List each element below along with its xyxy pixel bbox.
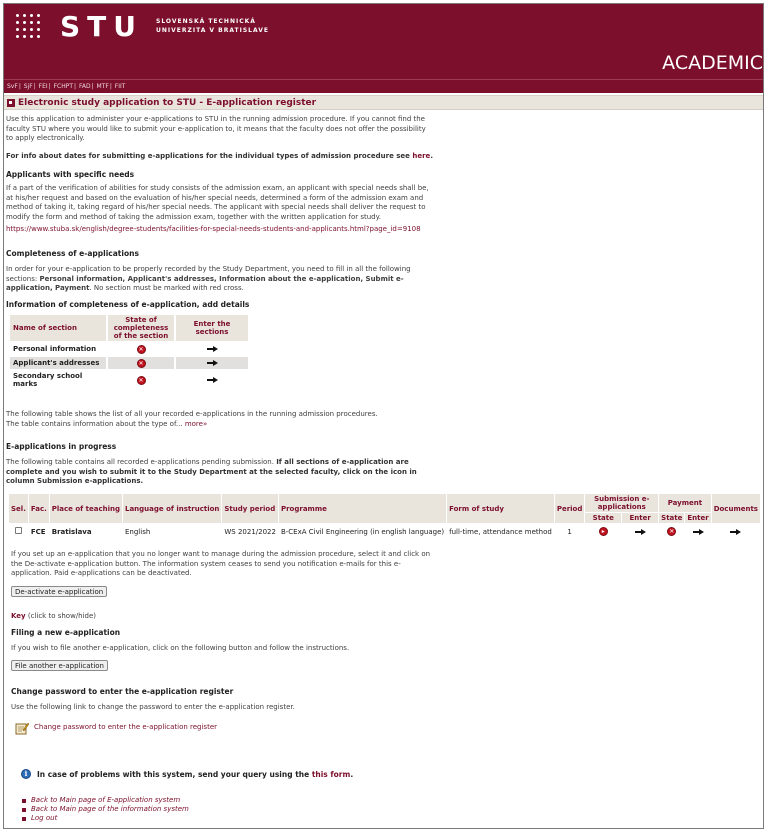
completeness-text: In order for your e-application to be properly recorded by the Study Department, you need to fill in all the following sections: Personal information, Applicant's addresses, Information about the e-application, Submit e-application, Payment. No section must be marked with red cross. (6, 265, 411, 292)
enter-arrow-icon[interactable] (207, 346, 218, 352)
section-title: ACADEMIC (662, 52, 763, 74)
programme-cell: B-CExA Civil Engineering (in english language) (280, 527, 445, 536)
change-password-link[interactable]: Change password to enter the e-application register (34, 723, 218, 731)
filing-heading: Filing a new e-application (11, 628, 121, 637)
special-needs-url-link[interactable]: https://www.stuba.sk/english/degree-students/facilities-for-special-needs-students-and-applicants.html?page_id=9108 (6, 225, 421, 233)
pencil-edit-icon (15, 721, 29, 735)
key-toggle[interactable]: Key (click to show/hide) (11, 612, 97, 620)
col-name-of-section: Name of section (10, 315, 106, 341)
enter-arrow-icon[interactable] (207, 377, 218, 383)
section-name: Personal information (13, 345, 97, 353)
problems-text: In case of problems with this system, send your query using the this form. (37, 770, 354, 779)
list-info: The following table shows the list of all your recorded e-applications in the running admission procedures. The table contains information about the type of... more» (6, 410, 378, 428)
page-title: Electronic study application to STU - E-application register (18, 98, 317, 108)
completeness-table (8, 313, 250, 391)
col-period: Period (555, 494, 585, 523)
col-state-of-completeness: State of completeness of the section (108, 315, 174, 341)
col-payment-enter: Enter (687, 514, 709, 522)
in-progress-heading: E-applications in progress (6, 442, 117, 451)
col-language: Language of instruction (123, 494, 221, 523)
dates-here-link[interactable]: here (412, 152, 431, 160)
table-row (10, 343, 248, 355)
place-cell: Bratislava (51, 527, 92, 536)
this-form-link[interactable]: this form (311, 770, 351, 779)
password-heading: Change password to enter the e-application register (11, 687, 234, 696)
special-needs-text: If a part of the verification of abilities for study consists of the admission exam, an applicant with special needs shall be, at his/her request and based on the evaluation of his/her special needs, determined a form of the admission exam and method of taking it, taking regard of his/her special needs. The applicant with special needs shall deliver the request to modify the form and method of taking the admission exam, together with the written application for study. (6, 184, 429, 221)
stu-logo-dots-icon (16, 14, 46, 40)
faculty-link-sjf[interactable]: SjF (23, 83, 33, 90)
title-square-icon (7, 99, 15, 107)
col-documents: Documents (712, 494, 760, 523)
study-period-cell: WS 2021/2022 (224, 527, 276, 536)
select-checkbox[interactable] (15, 527, 22, 534)
faculty-link-mtf[interactable]: MTF (96, 83, 109, 90)
col-submission: Submission e-applications (585, 494, 658, 512)
faculty-link-fiit[interactable]: FIIT (114, 83, 126, 90)
col-study-period: Study period (222, 494, 278, 523)
payment-enter-arrow-icon[interactable] (693, 529, 704, 535)
period-cell: 1 (567, 527, 572, 536)
page-title-bar (4, 95, 763, 110)
file-another-button[interactable]: File another e-application (11, 660, 108, 671)
col-fac: Fac. (29, 494, 49, 523)
language-cell: English (125, 527, 151, 536)
incomplete-cross-icon: ✕ (138, 376, 144, 384)
faculty-link-svf[interactable]: SvF (7, 83, 18, 90)
incomplete-cross-icon: ✕ (138, 345, 144, 353)
incomplete-cross-icon: ✕ (138, 359, 144, 367)
completeness-heading: Completeness of e-applications (6, 249, 139, 258)
col-sel: Sel. (9, 494, 28, 523)
submission-state-icon: ▸ (599, 527, 608, 536)
documents-arrow-icon[interactable] (730, 529, 741, 535)
col-payment: Payment (659, 494, 711, 512)
section-name: Applicant's addresses (10, 357, 106, 369)
back-to-information-system-link[interactable]: Back to Main page of the information system (21, 805, 189, 814)
log-out-link[interactable]: Log out (21, 814, 189, 823)
table-row (10, 371, 248, 389)
submission-enter-arrow-icon[interactable] (635, 529, 646, 535)
faculty-link-fad[interactable]: FAD (78, 83, 91, 90)
col-programme: Programme (279, 494, 446, 523)
back-to-e-application-link[interactable]: Back to Main page of E-application system (21, 796, 189, 805)
faculty-cell: FCE (30, 527, 46, 536)
table-row (10, 357, 248, 369)
more-link[interactable]: more» (184, 419, 208, 428)
page-frame (3, 3, 764, 829)
col-submission-enter: Enter (622, 513, 658, 523)
header-banner (4, 4, 763, 79)
footer-links (21, 796, 189, 823)
intro-text: Use this application to administer your e-applications to STU in the running admission procedure. If you cannot find the faculty STU where you would like to submit your e-application to, it means that the faculty does not offer the possibility to apply electronically. (6, 115, 426, 142)
deactivate-button[interactable]: De-activate e-application (11, 586, 107, 597)
dates-info: For info about dates for submitting e-applications for the individual types of admission procedure see here. (6, 152, 433, 160)
col-submission-state: State (585, 513, 621, 523)
special-needs-heading: Applicants with specific needs (6, 170, 135, 179)
col-place: Place of teaching (50, 494, 122, 523)
stu-logo[interactable]: STU (60, 10, 144, 43)
enter-arrow-icon[interactable] (207, 360, 218, 366)
university-name: SLOVENSKÁ TECHNICKÁ UNIVERZITA V BRATISLAVE (156, 18, 269, 34)
filing-text: If you wish to file another e-application, click on the following button and follow the instructions. (11, 644, 350, 652)
col-enter-sections: Enter the sections (176, 315, 248, 341)
password-text: Use the following link to change the password to enter the e-application register. (11, 703, 295, 711)
form-cell: full-time, attendance method (449, 527, 552, 536)
e-applications-table (8, 493, 761, 540)
in-progress-text: The following table contains all recorded e-applications pending submission. If all sections of e-application are complete and you wish to submit it to the Study Department at the selected faculty, click on the icon in column Submission e-applications. (6, 458, 417, 485)
col-payment-state: State (661, 514, 683, 522)
faculty-links: SvF| SjF| FEI| FCHPT| FAD| MTF| FIIT (4, 79, 763, 93)
faculty-link-fchpt[interactable]: FCHPT (53, 83, 74, 90)
info-icon: i (21, 769, 31, 779)
deactivate-text: If you set up an e-application that you no longer want to manage during the admission procedure, select it and click on the De-activate e-application button. The information system ceases to send you notification e-mails for this e-application. Paid e-applications can be deactivated. (11, 550, 431, 577)
payment-state-cross-icon: ✕ (669, 528, 675, 535)
section-name: Secondary school marks (13, 372, 83, 388)
faculty-link-fei[interactable]: FEI (38, 83, 48, 90)
completeness-subheading: Information of completeness of e-application, add details (6, 300, 250, 309)
col-form: Form of study (447, 494, 554, 523)
table-row (9, 524, 760, 539)
